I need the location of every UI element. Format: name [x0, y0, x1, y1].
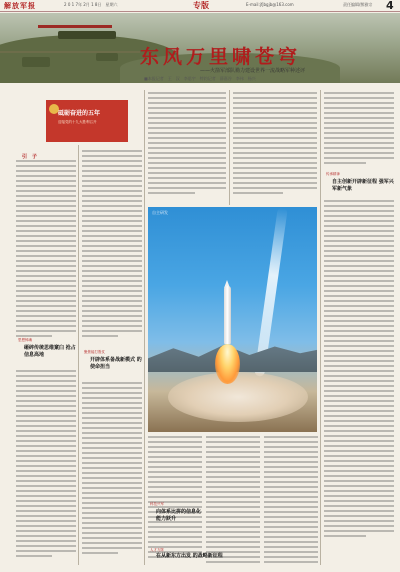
- subhead: 在从新东方出发 的战略新征程: [156, 553, 223, 559]
- body-column: [82, 382, 142, 557]
- body-column: [16, 160, 76, 340]
- rocket-icon: [224, 286, 231, 344]
- body-column: [148, 92, 226, 197]
- column-divider: [229, 90, 230, 205]
- column-logo-title: 砥砺奋进的五年: [58, 110, 101, 117]
- column-divider: [78, 145, 79, 565]
- column-logo-subtitle: 迎接党的十九大胜利召开: [58, 120, 97, 124]
- body-column: [324, 92, 394, 167]
- email-address: E-mail:jfjbgjb@163.com: [246, 2, 294, 7]
- subhead-tag: 思想铸魂: [18, 338, 32, 342]
- article-headline: 东风万里啸苍穹: [140, 46, 302, 68]
- preface-label: 引 子: [22, 154, 38, 160]
- photo-tag: 自主研发: [152, 210, 168, 215]
- launch-smoke: [168, 372, 308, 422]
- masthead: 解放军报: [4, 1, 36, 10]
- subhead: 开辟体系备战新模式 的使命担当: [90, 357, 142, 370]
- body-column: [206, 436, 260, 566]
- body-column: [16, 370, 76, 560]
- body-column: [324, 200, 394, 540]
- banner-horizon: [0, 51, 140, 53]
- launcher-vehicle: [96, 53, 118, 61]
- column-divider: [320, 90, 321, 565]
- subhead: 向体系比拼的信息化 能力跃升: [156, 509, 202, 522]
- body-column: [264, 436, 318, 566]
- dateline: 2 0 1 7年 2月 1 8日 星期六: [64, 2, 118, 7]
- subhead-tag: 聚焦能打胜仗: [84, 350, 105, 354]
- body-column: [233, 92, 317, 197]
- subhead-tag: 传承精神: [326, 172, 340, 176]
- editor-credit: 责任编辑/熊雅宗: [343, 2, 373, 7]
- banner-accent-bar: [38, 25, 112, 28]
- subhead-tag: 科技兴军: [150, 502, 164, 506]
- article-subheadline: ——火箭军部队勠力建设世界一流战略军种述评: [200, 68, 306, 74]
- column-divider: [144, 90, 145, 565]
- rocket-flame: [215, 344, 240, 384]
- subhead: 自主创新开辟新征程 强军兴军新气象: [332, 179, 394, 192]
- launcher-vehicle: [58, 31, 116, 39]
- launcher-vehicle: [22, 57, 50, 67]
- page-number: 4: [386, 0, 394, 12]
- subhead: 砸碎传统思维窠臼 抢占信息高地: [24, 345, 76, 358]
- body-column: [82, 150, 142, 340]
- article-byline: ■本报记者 王 汉 李思宇 特约记者 薛嘉谷 李伟 杨兴: [144, 76, 256, 81]
- body-column: [148, 436, 202, 561]
- section-title: 专版: [193, 0, 209, 10]
- subhead-tag: 人才方阵: [150, 548, 164, 552]
